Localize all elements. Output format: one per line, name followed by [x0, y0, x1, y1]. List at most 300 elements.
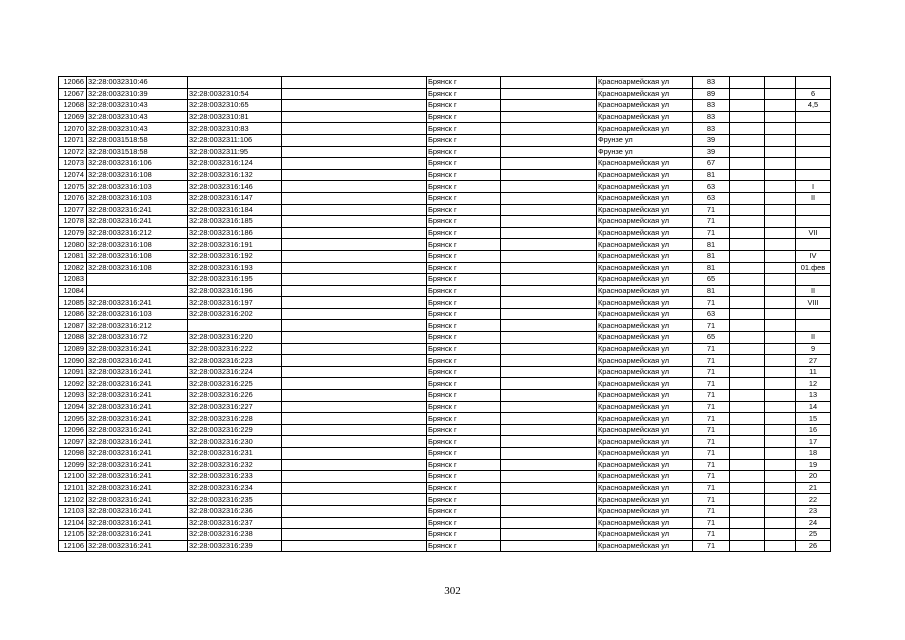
- cell-blank4: [765, 262, 796, 274]
- cell-blank3: [730, 192, 765, 204]
- cell-house: 83: [693, 111, 730, 123]
- cell-city: Брянск г: [427, 540, 501, 552]
- cell-blank4: [765, 459, 796, 471]
- cell-street: Красноармейская ул: [597, 250, 693, 262]
- cell-cad_number: 32:28:0032316:227: [188, 401, 282, 413]
- table-row: [59, 216, 831, 228]
- cell-blank2: [501, 216, 597, 228]
- cell-house: 65: [693, 332, 730, 344]
- cell-blank2: [501, 459, 597, 471]
- cell-street: Красноармейская ул: [597, 169, 693, 181]
- cell-street: Красноармейская ул: [597, 111, 693, 123]
- cell-cad_number: 32:28:0032316:225: [188, 378, 282, 390]
- cell-blank1: [282, 540, 427, 552]
- cell-blank3: [730, 216, 765, 228]
- cell-blank3: [730, 274, 765, 286]
- cell-blank3: [730, 332, 765, 344]
- cell-blank2: [501, 401, 597, 413]
- cell-blank1: [282, 88, 427, 100]
- table-row: [59, 436, 831, 448]
- cell-street: Красноармейская ул: [597, 88, 693, 100]
- cell-house: 71: [693, 494, 730, 506]
- cell-apt: 01.фев: [796, 262, 831, 274]
- cell-house: 71: [693, 366, 730, 378]
- cell-blank3: [730, 378, 765, 390]
- table-row: [59, 424, 831, 436]
- cell-cad_parent: [87, 285, 188, 297]
- table-row: [59, 355, 831, 367]
- cell-apt: [796, 239, 831, 251]
- cell-street: Красноармейская ул: [597, 471, 693, 483]
- cell-cad_parent: 32:28:0032316:241: [87, 424, 188, 436]
- cell-cad_number: 32:28:0032316:185: [188, 216, 282, 228]
- cell-house: 67: [693, 158, 730, 170]
- cell-blank4: [765, 274, 796, 286]
- cell-cad_number: 32:28:0032316:235: [188, 494, 282, 506]
- cell-apt: [796, 146, 831, 158]
- table-row: [59, 88, 831, 100]
- cell-blank1: [282, 169, 427, 181]
- cell-cad_parent: 32:28:0032316:241: [87, 366, 188, 378]
- cell-house: 71: [693, 482, 730, 494]
- cell-house: 71: [693, 471, 730, 483]
- cell-apt: [796, 77, 831, 89]
- cell-cad_parent: 32:28:0032316:241: [87, 216, 188, 228]
- cell-city: Брянск г: [427, 366, 501, 378]
- cell-blank1: [282, 355, 427, 367]
- cell-city: Брянск г: [427, 378, 501, 390]
- cell-cad_parent: 32:28:0032316:108: [87, 239, 188, 251]
- cell-cad_number: 32:28:0032316:234: [188, 482, 282, 494]
- cell-blank3: [730, 123, 765, 135]
- cell-blank1: [282, 459, 427, 471]
- cell-cad_number: 32:28:0032316:238: [188, 529, 282, 541]
- cell-blank4: [765, 540, 796, 552]
- cell-blank4: [765, 320, 796, 332]
- cell-city: Брянск г: [427, 343, 501, 355]
- cell-cad_number: 32:28:0032316:202: [188, 308, 282, 320]
- cell-street: Красноармейская ул: [597, 378, 693, 390]
- cell-blank3: [730, 494, 765, 506]
- cell-blank1: [282, 123, 427, 135]
- cell-cad_number: 32:28:0032316:192: [188, 250, 282, 262]
- cell-num: 12081: [59, 250, 87, 262]
- cell-blank4: [765, 448, 796, 460]
- cell-num: 12104: [59, 517, 87, 529]
- cell-city: Брянск г: [427, 436, 501, 448]
- cell-apt: 6: [796, 88, 831, 100]
- cell-city: Брянск г: [427, 529, 501, 541]
- cell-house: 71: [693, 227, 730, 239]
- cell-house: 71: [693, 216, 730, 228]
- cell-street: Красноармейская ул: [597, 181, 693, 193]
- cell-blank3: [730, 297, 765, 309]
- cell-num: 12082: [59, 262, 87, 274]
- cell-city: Брянск г: [427, 505, 501, 517]
- cell-street: Красноармейская ул: [597, 77, 693, 89]
- cell-blank3: [730, 308, 765, 320]
- cell-cad_parent: 32:28:0032316:241: [87, 517, 188, 529]
- cell-blank1: [282, 413, 427, 425]
- cell-num: 12087: [59, 320, 87, 332]
- cell-cad_number: 32:28:0032316:193: [188, 262, 282, 274]
- cell-cad_parent: 32:28:0032316:103: [87, 192, 188, 204]
- cell-blank4: [765, 436, 796, 448]
- cell-apt: 13: [796, 390, 831, 402]
- cell-blank4: [765, 529, 796, 541]
- cell-house: 81: [693, 262, 730, 274]
- cell-blank2: [501, 88, 597, 100]
- cell-cad_number: 32:28:0032310:54: [188, 88, 282, 100]
- cell-cad_parent: 32:28:0031518:58: [87, 134, 188, 146]
- cell-blank2: [501, 239, 597, 251]
- cell-num: 12105: [59, 529, 87, 541]
- cell-apt: 23: [796, 505, 831, 517]
- cell-blank1: [282, 250, 427, 262]
- cell-house: 81: [693, 239, 730, 251]
- cell-city: Брянск г: [427, 459, 501, 471]
- cell-blank4: [765, 366, 796, 378]
- cell-apt: 24: [796, 517, 831, 529]
- cell-street: Красноармейская ул: [597, 332, 693, 344]
- cell-street: Красноармейская ул: [597, 355, 693, 367]
- cell-blank4: [765, 181, 796, 193]
- cell-apt: [796, 308, 831, 320]
- cell-street: Красноармейская ул: [597, 320, 693, 332]
- cell-street: Красноармейская ул: [597, 158, 693, 170]
- cell-city: Брянск г: [427, 471, 501, 483]
- cell-blank1: [282, 343, 427, 355]
- cell-apt: [796, 111, 831, 123]
- cell-num: 12084: [59, 285, 87, 297]
- cell-num: 12097: [59, 436, 87, 448]
- cell-blank2: [501, 123, 597, 135]
- table-row: [59, 134, 831, 146]
- cell-blank3: [730, 320, 765, 332]
- cell-num: 12067: [59, 88, 87, 100]
- cell-num: 12079: [59, 227, 87, 239]
- cell-blank4: [765, 390, 796, 402]
- cell-blank4: [765, 482, 796, 494]
- cell-blank1: [282, 262, 427, 274]
- cell-blank4: [765, 146, 796, 158]
- cell-street: Красноармейская ул: [597, 482, 693, 494]
- cell-apt: 19: [796, 459, 831, 471]
- cell-street: Красноармейская ул: [597, 343, 693, 355]
- cell-blank4: [765, 111, 796, 123]
- cell-apt: 25: [796, 529, 831, 541]
- cell-house: 71: [693, 390, 730, 402]
- cell-blank2: [501, 77, 597, 89]
- cell-city: Брянск г: [427, 355, 501, 367]
- table-row: [59, 169, 831, 181]
- table-row: [59, 204, 831, 216]
- cell-apt: [796, 204, 831, 216]
- cell-city: Брянск г: [427, 181, 501, 193]
- cell-blank4: [765, 239, 796, 251]
- cell-num: 12093: [59, 390, 87, 402]
- cell-blank1: [282, 332, 427, 344]
- cell-street: Красноармейская ул: [597, 366, 693, 378]
- cell-blank4: [765, 169, 796, 181]
- table-row: [59, 181, 831, 193]
- cell-blank1: [282, 100, 427, 112]
- table-row: [59, 320, 831, 332]
- cell-city: Брянск г: [427, 448, 501, 460]
- cell-apt: II: [796, 192, 831, 204]
- cell-cad_number: 32:28:0032316:146: [188, 181, 282, 193]
- cell-cad_parent: 32:28:0032316:241: [87, 204, 188, 216]
- cell-blank2: [501, 204, 597, 216]
- cell-cad_parent: [87, 274, 188, 286]
- cell-cad_number: 32:28:0032310:81: [188, 111, 282, 123]
- cell-num: 12092: [59, 378, 87, 390]
- cell-cad_number: 32:28:0032316:232: [188, 459, 282, 471]
- cell-street: Красноармейская ул: [597, 390, 693, 402]
- cell-blank2: [501, 366, 597, 378]
- cell-blank3: [730, 436, 765, 448]
- cell-num: 12073: [59, 158, 87, 170]
- cell-house: 71: [693, 204, 730, 216]
- cell-cad_parent: 32:28:0032310:39: [87, 88, 188, 100]
- cell-cad_number: 32:28:0032316:236: [188, 505, 282, 517]
- cell-blank2: [501, 100, 597, 112]
- table-row: [59, 413, 831, 425]
- cell-street: Красноармейская ул: [597, 227, 693, 239]
- cell-cad_parent: 32:28:0032316:241: [87, 494, 188, 506]
- cell-blank2: [501, 436, 597, 448]
- cell-cad_number: 32:28:0032316:222: [188, 343, 282, 355]
- cell-blank4: [765, 378, 796, 390]
- cell-blank1: [282, 308, 427, 320]
- table-row: [59, 100, 831, 112]
- cell-street: Фрунзе ул: [597, 134, 693, 146]
- table-row: [59, 227, 831, 239]
- cell-apt: 22: [796, 494, 831, 506]
- cell-cad_parent: 32:28:0032316:241: [87, 436, 188, 448]
- cell-house: 71: [693, 320, 730, 332]
- cell-blank4: [765, 285, 796, 297]
- cell-blank2: [501, 355, 597, 367]
- cell-apt: 14: [796, 401, 831, 413]
- cell-house: 71: [693, 505, 730, 517]
- cell-blank1: [282, 111, 427, 123]
- cell-apt: 16: [796, 424, 831, 436]
- cell-blank2: [501, 308, 597, 320]
- cell-cad_parent: 32:28:0032316:241: [87, 297, 188, 309]
- cell-blank3: [730, 517, 765, 529]
- cadastral-table: [58, 76, 831, 552]
- table-row: [59, 285, 831, 297]
- cell-apt: [796, 320, 831, 332]
- cell-street: Красноармейская ул: [597, 517, 693, 529]
- cell-cad_parent: 32:28:0032316:241: [87, 355, 188, 367]
- cell-city: Брянск г: [427, 390, 501, 402]
- cell-cad_number: 32:28:0032311:95: [188, 146, 282, 158]
- cell-city: Брянск г: [427, 216, 501, 228]
- cell-house: 81: [693, 250, 730, 262]
- cell-street: Красноармейская ул: [597, 413, 693, 425]
- cell-blank3: [730, 239, 765, 251]
- cell-city: Брянск г: [427, 262, 501, 274]
- cell-cad_parent: 32:28:0032316:212: [87, 320, 188, 332]
- cell-blank3: [730, 146, 765, 158]
- cell-num: 12095: [59, 413, 87, 425]
- cell-blank4: [765, 227, 796, 239]
- cell-blank4: [765, 355, 796, 367]
- cell-blank3: [730, 169, 765, 181]
- cell-cad_number: 32:28:0032316:132: [188, 169, 282, 181]
- cell-house: 71: [693, 401, 730, 413]
- cell-blank1: [282, 436, 427, 448]
- cell-street: Фрунзе ул: [597, 146, 693, 158]
- cell-blank3: [730, 529, 765, 541]
- cell-city: Брянск г: [427, 424, 501, 436]
- cell-blank2: [501, 471, 597, 483]
- cell-house: 89: [693, 88, 730, 100]
- cell-blank4: [765, 100, 796, 112]
- cell-cad_parent: 32:28:0032310:43: [87, 100, 188, 112]
- cell-blank1: [282, 424, 427, 436]
- cell-blank1: [282, 378, 427, 390]
- cell-num: 12101: [59, 482, 87, 494]
- cell-blank4: [765, 494, 796, 506]
- cell-city: Брянск г: [427, 77, 501, 89]
- cell-cad_number: 32:28:0032316:196: [188, 285, 282, 297]
- cell-cad_parent: 32:28:0032310:43: [87, 111, 188, 123]
- table-row: [59, 529, 831, 541]
- page-number: 302: [444, 585, 461, 597]
- cell-blank2: [501, 146, 597, 158]
- cell-num: 12078: [59, 216, 87, 228]
- cell-apt: 18: [796, 448, 831, 460]
- table-row: [59, 192, 831, 204]
- cell-blank2: [501, 540, 597, 552]
- cell-street: Красноармейская ул: [597, 274, 693, 286]
- cell-city: Брянск г: [427, 320, 501, 332]
- cell-cad_number: 32:28:0032316:228: [188, 413, 282, 425]
- cell-city: Брянск г: [427, 169, 501, 181]
- cell-apt: 11: [796, 366, 831, 378]
- cell-blank3: [730, 390, 765, 402]
- cell-city: Брянск г: [427, 482, 501, 494]
- cell-blank2: [501, 274, 597, 286]
- table-row: [59, 158, 831, 170]
- cell-street: Красноармейская ул: [597, 308, 693, 320]
- cell-blank2: [501, 169, 597, 181]
- cell-blank3: [730, 88, 765, 100]
- cell-cad_parent: 32:28:0032316:241: [87, 540, 188, 552]
- cell-house: 71: [693, 378, 730, 390]
- cell-house: 71: [693, 459, 730, 471]
- cell-cad_parent: 32:28:0032316:241: [87, 378, 188, 390]
- cell-blank1: [282, 448, 427, 460]
- table-row: [59, 343, 831, 355]
- cell-blank2: [501, 390, 597, 402]
- cell-street: Красноармейская ул: [597, 262, 693, 274]
- cell-blank4: [765, 517, 796, 529]
- cell-blank2: [501, 517, 597, 529]
- cell-house: 71: [693, 540, 730, 552]
- cell-blank2: [501, 134, 597, 146]
- table-row: [59, 482, 831, 494]
- cell-num: 12106: [59, 540, 87, 552]
- cell-street: Красноармейская ул: [597, 424, 693, 436]
- cell-house: 83: [693, 100, 730, 112]
- table-row: [59, 123, 831, 135]
- cell-apt: IV: [796, 250, 831, 262]
- cell-num: 12071: [59, 134, 87, 146]
- cell-cad_parent: 32:28:0032316:241: [87, 448, 188, 460]
- cell-city: Брянск г: [427, 285, 501, 297]
- cell-cad_parent: 32:28:0032316:72: [87, 332, 188, 344]
- cell-blank3: [730, 540, 765, 552]
- cell-num: 12094: [59, 401, 87, 413]
- cell-house: 63: [693, 308, 730, 320]
- cell-num: 12100: [59, 471, 87, 483]
- cell-cad_parent: 32:28:0032316:241: [87, 343, 188, 355]
- table-row: [59, 332, 831, 344]
- cell-blank3: [730, 111, 765, 123]
- cell-blank2: [501, 448, 597, 460]
- cell-house: 71: [693, 529, 730, 541]
- cell-cad_parent: 32:28:0032316:241: [87, 413, 188, 425]
- cell-blank4: [765, 158, 796, 170]
- cell-blank3: [730, 343, 765, 355]
- cell-cad_number: 32:28:0032316:226: [188, 390, 282, 402]
- cell-cad_parent: 32:28:0032316:103: [87, 181, 188, 193]
- cell-blank4: [765, 308, 796, 320]
- cell-apt: 12: [796, 378, 831, 390]
- cell-num: 12066: [59, 77, 87, 89]
- cell-blank3: [730, 401, 765, 413]
- cell-apt: [796, 158, 831, 170]
- cell-apt: VIII: [796, 297, 831, 309]
- cell-cad_number: 32:28:0032310:65: [188, 100, 282, 112]
- cell-blank3: [730, 262, 765, 274]
- cell-blank1: [282, 216, 427, 228]
- cell-cad_number: [188, 320, 282, 332]
- table-row: [59, 77, 831, 89]
- cell-apt: VII: [796, 227, 831, 239]
- cell-street: Красноармейская ул: [597, 494, 693, 506]
- cell-cad_number: 32:28:0032316:223: [188, 355, 282, 367]
- cell-city: Брянск г: [427, 494, 501, 506]
- cell-blank4: [765, 401, 796, 413]
- table-body: [59, 77, 831, 552]
- table-row: [59, 494, 831, 506]
- cell-num: 12085: [59, 297, 87, 309]
- cell-apt: 26: [796, 540, 831, 552]
- cell-cad_parent: 32:28:0032316:241: [87, 505, 188, 517]
- cell-blank1: [282, 320, 427, 332]
- table-row: [59, 390, 831, 402]
- cell-num: 12074: [59, 169, 87, 181]
- cell-house: 81: [693, 169, 730, 181]
- cell-city: Брянск г: [427, 413, 501, 425]
- cell-blank3: [730, 424, 765, 436]
- table-row: [59, 471, 831, 483]
- cell-blank2: [501, 285, 597, 297]
- cell-house: 71: [693, 517, 730, 529]
- table-row: [59, 459, 831, 471]
- cell-city: Брянск г: [427, 517, 501, 529]
- cell-num: 12070: [59, 123, 87, 135]
- cell-street: Красноармейская ул: [597, 529, 693, 541]
- cell-blank1: [282, 529, 427, 541]
- cell-house: 71: [693, 436, 730, 448]
- cell-cad_parent: 32:28:0032310:43: [87, 123, 188, 135]
